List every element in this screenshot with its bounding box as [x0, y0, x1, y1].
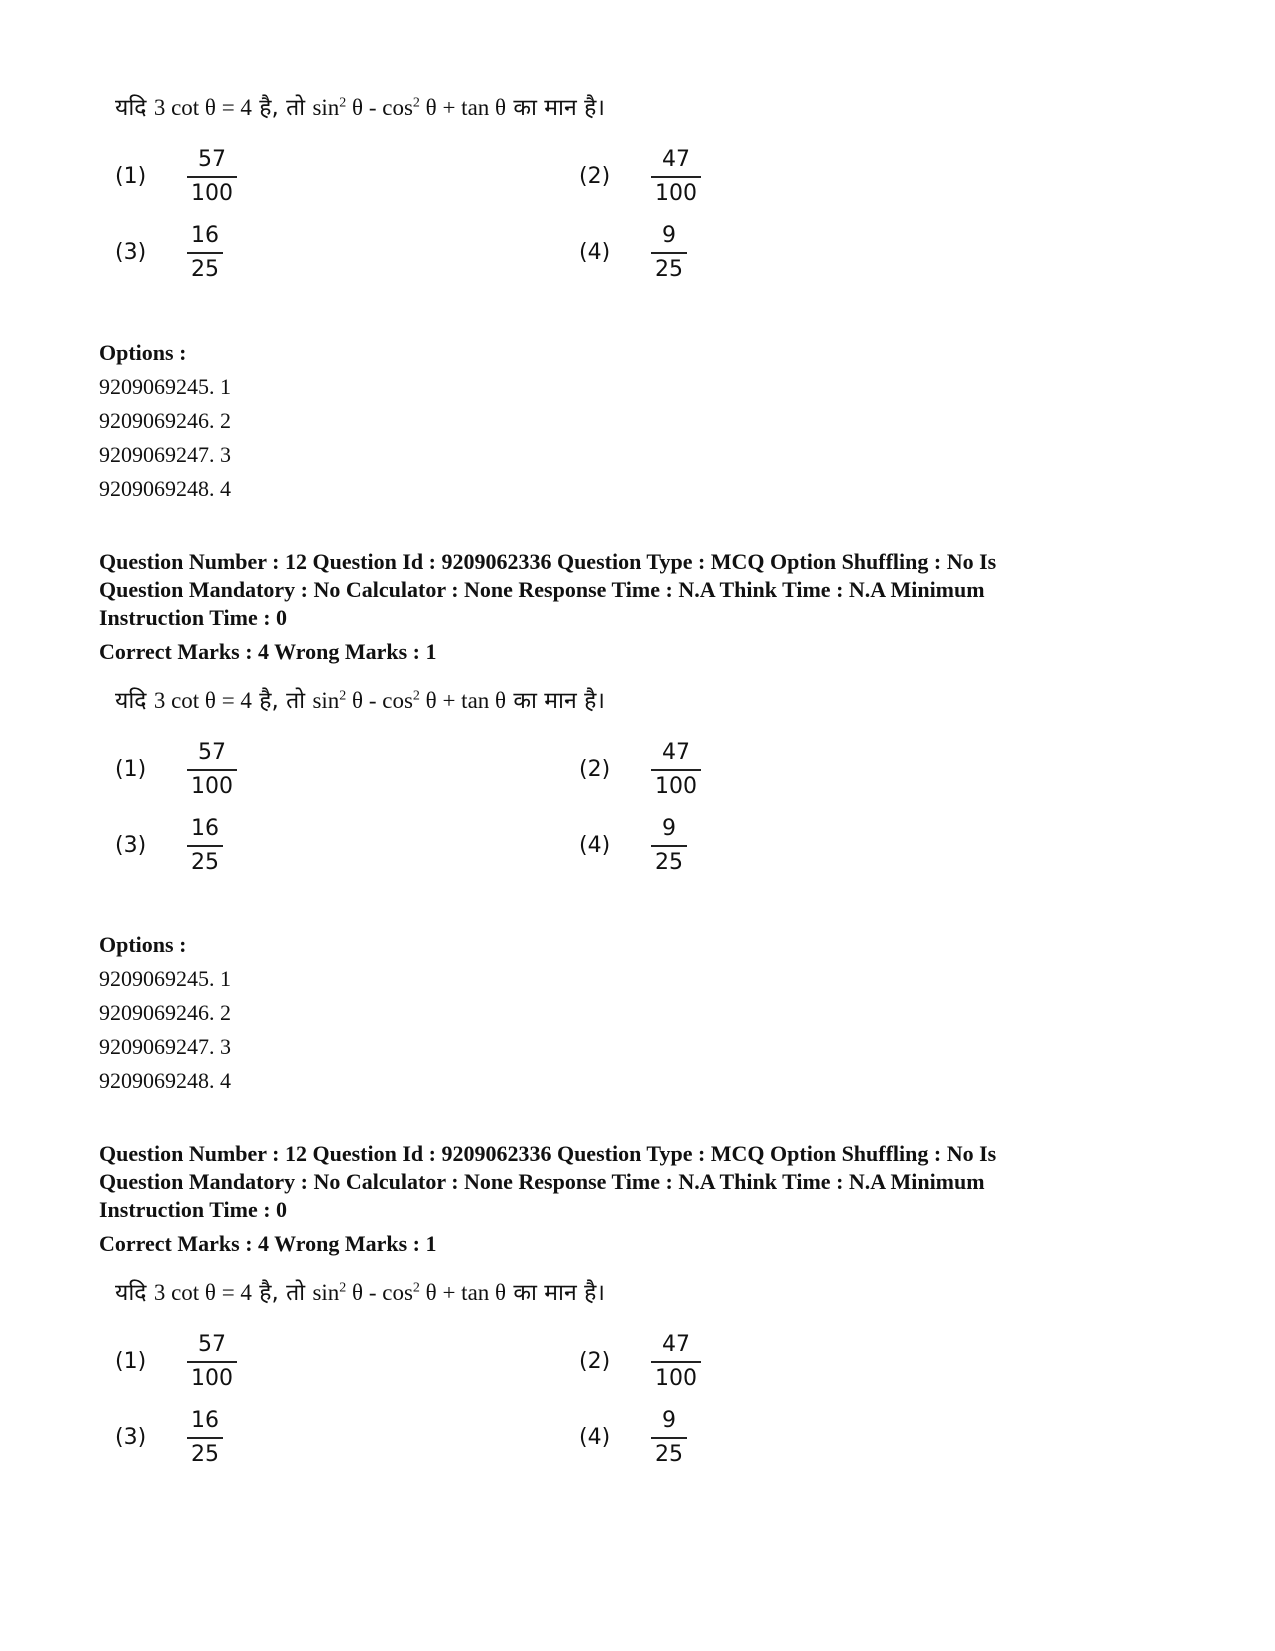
numerator: 16	[191, 1408, 219, 1433]
denominator: 25	[191, 256, 219, 282]
question-image	[115, 683, 735, 873]
answer-option-1	[115, 145, 237, 209]
denominator: 100	[655, 773, 697, 799]
answer-option-3	[115, 1406, 223, 1470]
numerator: 57	[198, 1332, 226, 1357]
fraction	[187, 1330, 237, 1394]
fraction	[187, 814, 223, 878]
question-stem	[115, 1275, 605, 1307]
options-list	[99, 928, 1169, 1098]
stem-plus-tan: + tan θ	[442, 1280, 507, 1305]
stem-minus: -	[368, 95, 377, 120]
fraction-bar	[651, 252, 687, 254]
stem-theta: θ	[425, 95, 437, 120]
stem-cos: cos	[382, 1280, 413, 1305]
denominator: 25	[191, 1441, 219, 1467]
denominator: 25	[655, 256, 683, 282]
fraction	[651, 814, 687, 878]
numerator: 57	[198, 740, 226, 765]
stem-prefix: यदि	[115, 688, 147, 714]
stem-prefix: यदि	[115, 95, 147, 121]
options-title: Options :	[99, 932, 187, 957]
fraction	[651, 1330, 701, 1394]
fraction-bar	[187, 1437, 223, 1439]
stem-minus: -	[368, 1280, 377, 1305]
denominator: 100	[191, 773, 233, 799]
option-id-line: 9209069247. 3	[99, 1034, 231, 1059]
stem-plus-tan: + tan θ	[442, 95, 507, 120]
stem-sup: 2	[412, 1280, 420, 1296]
denominator: 100	[655, 180, 697, 206]
stem-theta: θ	[425, 688, 437, 713]
stem-sin: sin	[312, 688, 340, 713]
question-image	[115, 1275, 735, 1465]
option-id-line: 9209069248. 4	[99, 476, 231, 501]
fraction	[187, 221, 223, 285]
option-label: (3)	[115, 833, 147, 859]
stem-sup: 2	[339, 688, 347, 704]
answer-option-2	[579, 1330, 701, 1394]
fraction-bar	[187, 845, 223, 847]
option-label: (1)	[115, 757, 147, 783]
fraction-bar	[651, 845, 687, 847]
answer-option-3	[115, 814, 223, 878]
numerator: 9	[662, 1408, 676, 1433]
answer-option-2	[579, 738, 701, 802]
answer-option-4	[579, 221, 687, 285]
stem-mid: है, तो	[259, 688, 306, 714]
stem-sup: 2	[339, 95, 347, 111]
option-id-line: 9209069245. 1	[99, 374, 231, 399]
stem-sin: sin	[312, 95, 340, 120]
denominator: 100	[191, 1365, 233, 1391]
question-stem	[115, 90, 605, 122]
answer-option-2	[579, 145, 701, 209]
option-label: (3)	[115, 240, 147, 266]
option-id-line: 9209069246. 2	[99, 1000, 231, 1025]
numerator: 9	[662, 816, 676, 841]
fraction	[651, 1406, 687, 1470]
meta-line: Instruction Time : 0	[99, 1197, 288, 1222]
stem-theta: θ	[352, 688, 364, 713]
numerator: 16	[191, 223, 219, 248]
stem-theta: θ	[352, 95, 364, 120]
stem-prefix: यदि	[115, 1280, 147, 1306]
numerator: 57	[198, 147, 226, 172]
option-id-line: 9209069247. 3	[99, 442, 231, 467]
question-image	[115, 90, 735, 280]
question-meta	[99, 1140, 1169, 1258]
stem-plus-tan: + tan θ	[442, 688, 507, 713]
option-label: (3)	[115, 1425, 147, 1451]
stem-sup: 2	[339, 1280, 347, 1296]
fraction-bar	[187, 252, 223, 254]
option-label: (4)	[579, 240, 611, 266]
stem-math: 3 cot θ = 4	[153, 95, 252, 120]
stem-theta: θ	[352, 1280, 364, 1305]
fraction	[187, 1406, 223, 1470]
option-label: (2)	[579, 1349, 611, 1375]
stem-theta: θ	[425, 1280, 437, 1305]
meta-line: Question Mandatory : No Calculator : None Response Time : N.A Think Time : N.A Minimum	[99, 577, 985, 602]
stem-sup: 2	[412, 95, 420, 111]
stem-suffix: का मान है।	[513, 95, 606, 121]
marks-line: Correct Marks : 4 Wrong Marks : 1	[99, 1231, 437, 1256]
meta-line: Instruction Time : 0	[99, 605, 288, 630]
fraction	[651, 221, 687, 285]
denominator: 100	[655, 1365, 697, 1391]
option-label: (4)	[579, 833, 611, 859]
numerator: 9	[662, 223, 676, 248]
stem-suffix: का मान है।	[513, 1280, 606, 1306]
option-label: (4)	[579, 1425, 611, 1451]
fraction-bar	[187, 1361, 237, 1363]
denominator: 25	[191, 849, 219, 875]
answer-option-3	[115, 221, 223, 285]
fraction-bar	[651, 769, 701, 771]
denominator: 100	[191, 180, 233, 206]
stem-mid: है, तो	[259, 95, 306, 121]
option-label: (1)	[115, 164, 147, 190]
stem-minus: -	[368, 688, 377, 713]
stem-suffix: का मान है।	[513, 688, 606, 714]
options-title: Options :	[99, 340, 187, 365]
denominator: 25	[655, 1441, 683, 1467]
stem-cos: cos	[382, 688, 413, 713]
fraction	[651, 145, 701, 209]
option-label: (2)	[579, 757, 611, 783]
stem-math: 3 cot θ = 4	[153, 688, 252, 713]
numerator: 47	[662, 1332, 690, 1357]
fraction-bar	[651, 1437, 687, 1439]
numerator: 16	[191, 816, 219, 841]
option-id-line: 9209069248. 4	[99, 1068, 231, 1093]
fraction	[187, 145, 237, 209]
fraction	[651, 738, 701, 802]
option-id-line: 9209069246. 2	[99, 408, 231, 433]
fraction	[187, 738, 237, 802]
numerator: 47	[662, 147, 690, 172]
stem-math: 3 cot θ = 4	[153, 1280, 252, 1305]
option-id-line: 9209069245. 1	[99, 966, 231, 991]
stem-sin: sin	[312, 1280, 340, 1305]
numerator: 47	[662, 740, 690, 765]
stem-cos: cos	[382, 95, 413, 120]
answer-option-1	[115, 1330, 237, 1394]
fraction-bar	[651, 176, 701, 178]
option-label: (1)	[115, 1349, 147, 1375]
fraction-bar	[187, 176, 237, 178]
question-stem	[115, 683, 605, 715]
stem-mid: है, तो	[259, 1280, 306, 1306]
fraction-bar	[187, 769, 237, 771]
meta-line: Question Number : 12 Question Id : 9209062336 Question Type : MCQ Option Shuffling : No Is	[99, 549, 997, 574]
fraction-bar	[651, 1361, 701, 1363]
answer-option-4	[579, 1406, 687, 1470]
meta-line: Question Mandatory : No Calculator : None Response Time : N.A Think Time : N.A Minimum	[99, 1169, 985, 1194]
meta-line: Question Number : 12 Question Id : 9209062336 Question Type : MCQ Option Shuffling : No Is	[99, 1141, 997, 1166]
stem-sup: 2	[412, 688, 420, 704]
option-label: (2)	[579, 164, 611, 190]
answer-option-4	[579, 814, 687, 878]
options-list	[99, 336, 1169, 506]
denominator: 25	[655, 849, 683, 875]
answer-option-1	[115, 738, 237, 802]
question-meta	[99, 548, 1169, 666]
marks-line: Correct Marks : 4 Wrong Marks : 1	[99, 639, 437, 664]
